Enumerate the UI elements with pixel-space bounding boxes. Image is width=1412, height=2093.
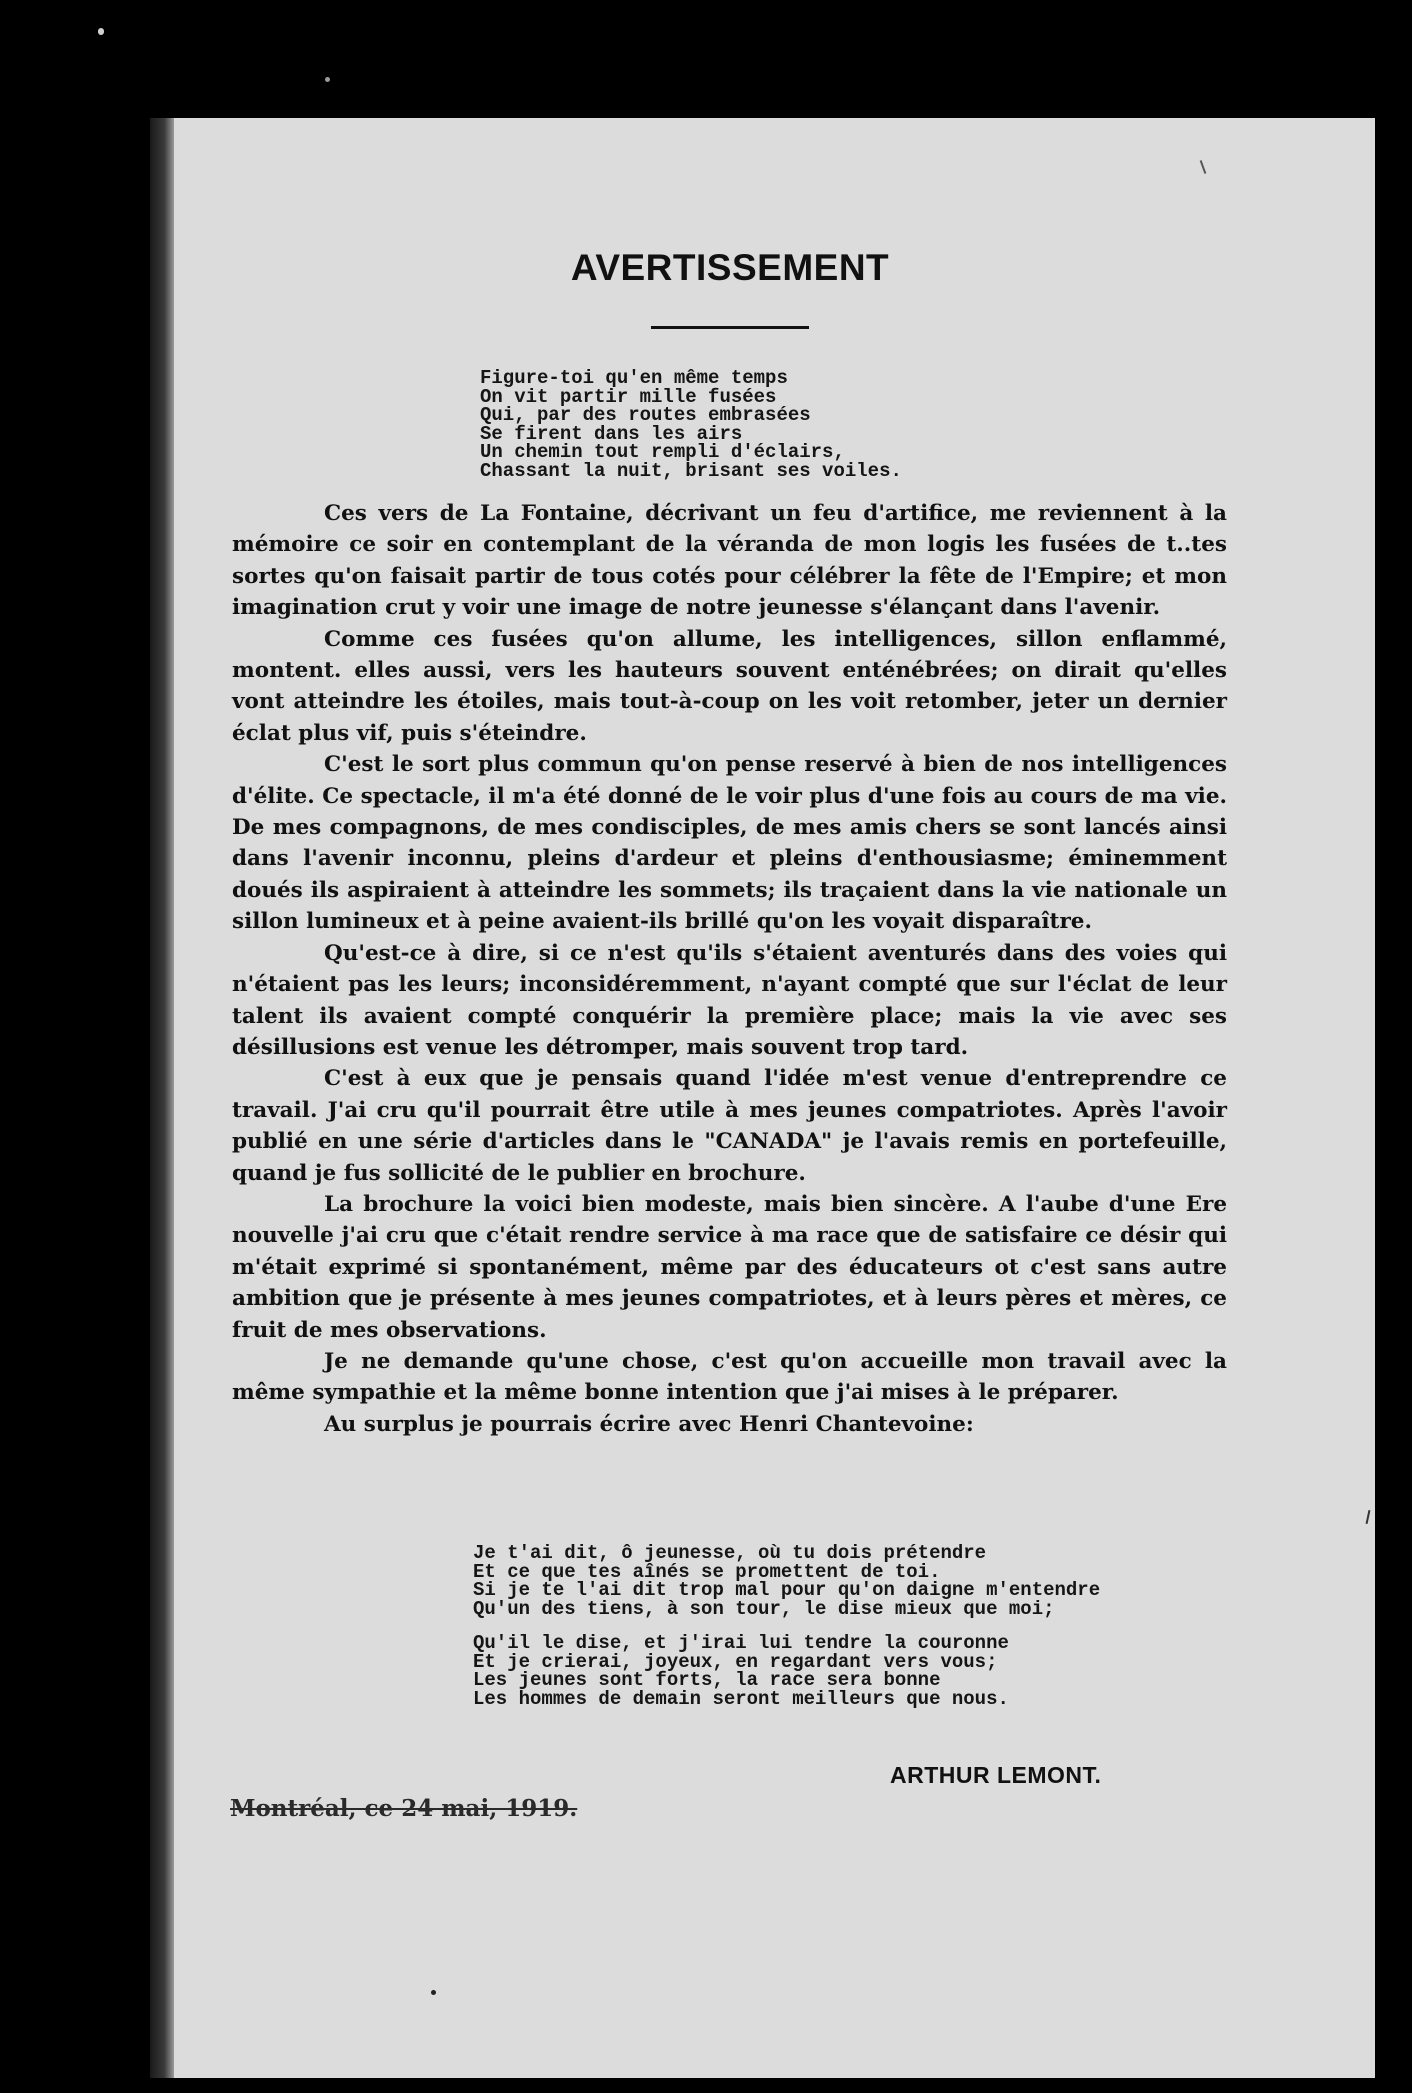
page-title: AVERTISSEMENT (570, 247, 890, 288)
closing-verse (473, 1544, 1100, 1708)
body-text (232, 498, 1227, 1440)
epigraph-verse (480, 369, 902, 481)
verse-line: Je t'ai dit, ô jeunesse, où tu dois prétendre (473, 1542, 987, 1564)
title-rule (651, 326, 809, 329)
scan-speck (431, 1990, 436, 1995)
scan-speck (98, 28, 104, 35)
verse-line: Se firent dans les airs (480, 422, 743, 445)
verse-line: Un chemin tout rempli d'éclairs, (480, 441, 845, 464)
verse-line: Les hommes de demain seront meilleurs que nous. (473, 1687, 1009, 1710)
paragraph: Qu'est-ce à dire, si ce n'est qu'ils s'étaient aventurés dans des voies qui n'étaient pas les leurs; inconsidéremment, n'ayant compté que sur l'éclat de leur talent ils avaient compté conquérir la première place; mais la vie avec ses désillusions est venue les détromper, mais souvent trop tard. (232, 940, 1227, 1060)
dateline: Montréal, ce 24 mai, 1919. (230, 1795, 578, 1822)
verse-line: Les jeunes sont forts, la race sera bonne (473, 1669, 941, 1691)
verse-line: Qui, par des routes embrasées (480, 404, 811, 427)
binding-shadow (150, 118, 174, 2078)
scan-speck (325, 77, 330, 82)
verse-line: Chassant la nuit, brisant ses voiles. (480, 459, 902, 482)
paragraph: Ces vers de La Fontaine, décrivant un feu d'artifice, me reviennent à la mémoire ce soir en contemplant de la véranda de mon logis les fusées de t..tes sortes qu'on faisait partir de tous cotés pour célébrer la fête de l'Empire; et mon imagination crut y voir une image de notre jeunesse s'élançant dans l'avenir. (232, 501, 1227, 621)
verse-line: Et ce que tes aînés se promettent de toi. (473, 1560, 941, 1583)
author-signature: ARTHUR LEMONT. (890, 1762, 1102, 1788)
paragraph: La brochure la voici bien modeste, mais bien sincère. A l'aube d'une Ere nouvelle j'ai cru que c'était rendre service à ma race que de satisfaire ce désir qui m'était exprimé si spontanément, même par des éducateurs ot c'est sans autre ambition que je présente à mes jeunes compatriotes, et à leurs pères et mères, ce fruit de mes observations. (232, 1191, 1227, 1343)
verse-line: On vit partir mille fusées (480, 385, 777, 408)
paragraph: Au surplus je pourrais écrire avec Henri Chantevoine: (324, 1411, 974, 1437)
paragraph: Je ne demande qu'une chose, c'est qu'on accueille mon travail avec la même sympathie et la même bonne intention que j'ai mises à le préparer. (232, 1348, 1227, 1406)
verse-line: Qu'un des tiens, à son tour, le dise mieux que moi; (473, 1597, 1055, 1620)
paragraph: Comme ces fusées qu'on allume, les intelligences, sillon enflammé, montent. elles aussi, vers les hauteurs souvent enténébrées; on dirait qu'elles vont atteindre les étoiles, mais tout-à-coup on les voit retomber, jeter un dernier éclat plus vif, puis s'éteindre. (232, 626, 1227, 746)
verse-line: Figure-toi qu'en même temps (480, 367, 788, 389)
paragraph: C'est à eux que je pensais quand l'idée m'est venue d'entreprendre ce travail. J'ai cru qu'il pourrait être utile à mes jeunes compatriotes. Après l'avoir publié en une série d'articles dans le "CANADA" je l'avais remis en portefeuille, quand je fus sollicité de le publier en brochure. (232, 1066, 1227, 1186)
verse-line: Et je crierai, joyeux, en regardant vers vous; (473, 1650, 998, 1673)
verse-line: Si je te l'ai dit trop mal pour qu'on daigne m'entendre (473, 1579, 1101, 1601)
paragraph: C'est le sort plus commun qu'on pense reservé à bien de nos intelligences d'élite. Ce spectacle, il m'a été donné de le voir plus d'une fois au cours de ma vie. De mes compagnons, de mes condisciples, de mes amis chers se sont lancés ainsi dans l'avenir inconnu, pleins d'ardeur et pleins d'enthousiasme; éminemment doués ils aspiraient à atteindre les sommets; ils traçaient dans la vie nationale un sillon lumineux et à peine avaient-ils brillé qu'on les voyait disparaître. (232, 752, 1227, 935)
verse-line: Qu'il le dise, et j'irai lui tendre la couronne (473, 1632, 1009, 1654)
